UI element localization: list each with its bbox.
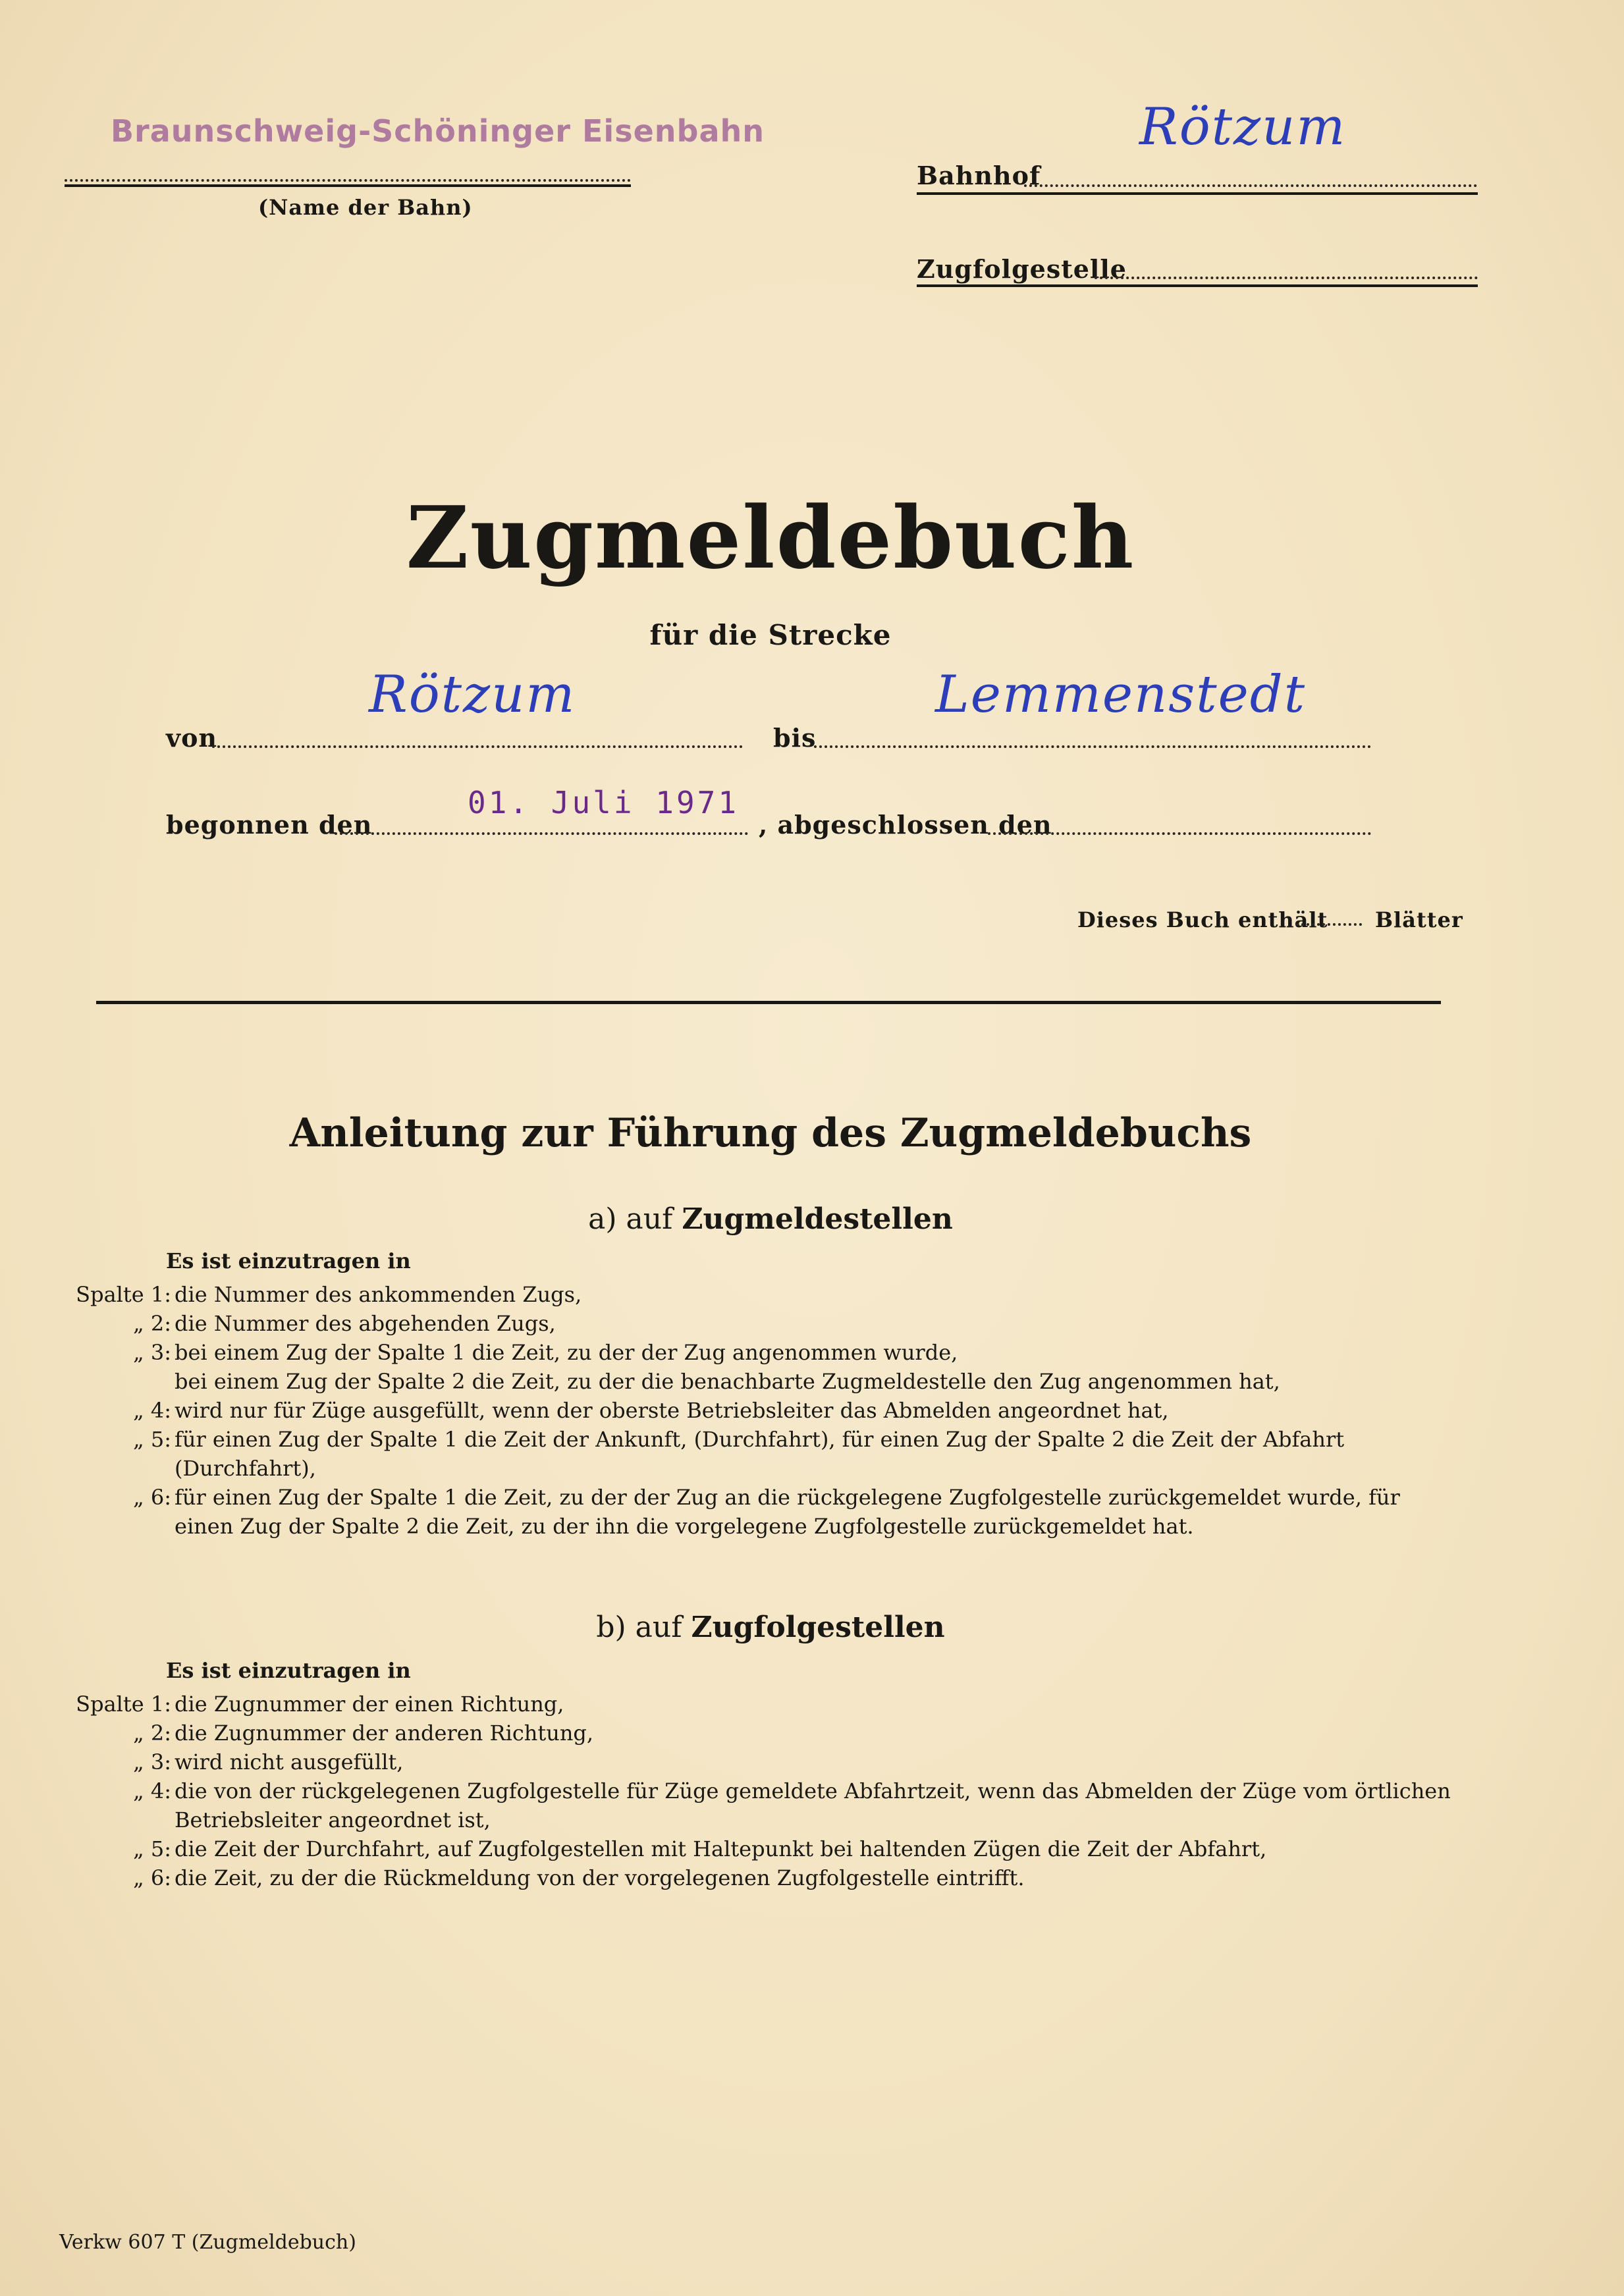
route-from-handwritten: Rötzum — [369, 665, 576, 724]
block-post-line — [1095, 277, 1478, 279]
begun-label: begonnen den — [166, 810, 373, 840]
instruction-column-ref: „ 6: — [133, 1865, 171, 1890]
instruction-column-ref: „ 2: — [133, 1721, 171, 1746]
instruction-text: die Zeit der Durchfahrt, auf Zugfolgestellen mit Haltepunkt bei haltenden Zügen die Zeit der Abfahrt, — [175, 1836, 1267, 1861]
station-handwritten: Rötzum — [1139, 97, 1347, 157]
instruction-column-ref: „ 4: — [133, 1778, 171, 1803]
station-line — [1024, 184, 1477, 187]
section-b-intro: Es ist einzutragen in — [166, 1658, 411, 1683]
instruction-row — [40, 1834, 1554, 1863]
instruction-row — [40, 1454, 1554, 1483]
section-a-list — [40, 1280, 1554, 1541]
page-title: Zugmeldebuch — [406, 487, 1135, 588]
instruction-text: die Zugnummer der anderen Richtung, — [175, 1721, 594, 1746]
instruction-column-ref: „ 6: — [133, 1485, 171, 1510]
section-a-heading — [0, 1202, 1541, 1236]
section-b-letter: b) auf — [596, 1611, 682, 1644]
instruction-row — [40, 1512, 1554, 1541]
instruction-column-ref: „ 4: — [133, 1398, 171, 1423]
instruction-column-ref: „ 5: — [133, 1427, 171, 1452]
instruction-text: bei einem Zug der Spalte 2 die Zeit, zu der die benachbarte Zugmeldestelle den Zug angenommen hat, — [175, 1369, 1280, 1394]
begun-line — [335, 832, 748, 835]
instruction-column-ref: „ 2: — [133, 1311, 171, 1336]
instruction-column-ref: „ 3: — [133, 1749, 171, 1775]
instruction-row — [40, 1863, 1554, 1892]
instruction-row — [40, 1367, 1554, 1396]
railway-name-stamp: Braunschweig-Schöninger Eisenbahn — [111, 113, 765, 149]
instruction-row — [40, 1396, 1554, 1425]
instruction-row — [40, 1338, 1554, 1367]
section-a-intro: Es ist einzutragen in — [166, 1248, 411, 1273]
railway-name-underline — [65, 184, 631, 187]
form-number-footer: Verkw 607 T (Zugmeldebuch) — [59, 2231, 356, 2254]
railway-name-line — [65, 179, 631, 182]
instruction-row — [40, 1776, 1554, 1805]
instruction-row — [40, 1483, 1554, 1512]
route-to-handwritten: Lemmenstedt — [935, 665, 1307, 724]
begun-date-stamp: 01. Juli 1971 — [468, 785, 740, 820]
instruction-text: die Nummer des ankommenden Zugs, — [175, 1282, 582, 1307]
instruction-text: die von der rückgelegenen Zugfolgestelle für Züge gemeldete Abfahrtzeit, wenn das Abmelden der Züge vom örtlichen — [175, 1778, 1451, 1803]
instruction-row — [40, 1690, 1554, 1719]
subtitle: für die Strecke — [649, 619, 892, 651]
route-from-line — [212, 745, 743, 748]
section-a-letter: a) auf — [588, 1202, 673, 1236]
section-divider — [96, 1001, 1441, 1004]
route-from-label: von — [166, 723, 218, 753]
section-b-list — [40, 1690, 1554, 1892]
instruction-column-ref: „ 5: — [133, 1836, 171, 1861]
sheets-suffix: Blätter — [1375, 907, 1463, 932]
station-underline — [917, 192, 1478, 195]
station-label: Bahnhof — [917, 161, 1041, 190]
block-post-label: Zugfolgestelle — [917, 254, 1127, 284]
instruction-text: für einen Zug der Spalte 1 die Zeit, zu der der Zug an die rückgelegene Zugfolgestelle zurückgemeldet wurde, für — [175, 1485, 1400, 1510]
instruction-text: (Durchfahrt), — [175, 1456, 316, 1481]
instruction-column-ref: „ 3: — [133, 1340, 171, 1365]
instruction-text: die Nummer des abgehenden Zugs, — [175, 1311, 556, 1336]
instruction-row — [40, 1425, 1554, 1454]
section-a-name: Zugmeldestellen — [682, 1202, 953, 1236]
instruction-text: bei einem Zug der Spalte 1 die Zeit, zu der der Zug angenommen wurde, — [175, 1340, 958, 1365]
instruction-text: die Zeit, zu der die Rückmeldung von der vorgelegenen Zugfolgestelle eintrifft. — [175, 1865, 1025, 1890]
route-to-line — [814, 745, 1371, 748]
closed-line — [988, 832, 1371, 835]
instruction-row — [40, 1748, 1554, 1776]
block-post-underline — [917, 284, 1478, 287]
railway-name-caption: (Name der Bahn) — [258, 195, 473, 220]
sheets-line — [1296, 923, 1362, 926]
instruction-text: für einen Zug der Spalte 1 die Zeit der Ankunft, (Durchfahrt), für einen Zug der Spalte 2 die Zeit der Abfahrt — [175, 1427, 1345, 1452]
route-to-label: bis — [773, 723, 817, 753]
instruction-row — [40, 1805, 1554, 1834]
section-b-name: Zugfolgestellen — [691, 1611, 945, 1644]
instruction-text: einen Zug der Spalte 2 die Zeit, zu der ihn die vorgelegene Zugfolgestelle zurückgemeldet hat. — [175, 1514, 1194, 1539]
instruction-text: die Zugnummer der einen Richtung, — [175, 1692, 564, 1717]
instruction-text: wird nur für Züge ausgefüllt, wenn der oberste Betriebsleiter das Abmelden angeordnet hat, — [175, 1398, 1169, 1423]
instruction-column-ref: Spalte 1: — [76, 1282, 171, 1307]
instruction-row — [40, 1280, 1554, 1309]
instruction-text: wird nicht ausgefüllt, — [175, 1749, 404, 1775]
instruction-column-ref: Spalte 1: — [76, 1692, 171, 1717]
instructions-heading: Anleitung zur Führung des Zugmeldebuchs — [289, 1110, 1252, 1156]
closed-label: , abgeschlossen den — [759, 810, 1052, 840]
section-b-heading — [0, 1611, 1541, 1644]
instruction-row — [40, 1309, 1554, 1338]
instruction-text: Betriebsleiter angeordnet ist, — [175, 1807, 491, 1832]
instruction-row — [40, 1719, 1554, 1748]
sheets-prefix: Dieses Buch enthält — [1077, 907, 1328, 932]
